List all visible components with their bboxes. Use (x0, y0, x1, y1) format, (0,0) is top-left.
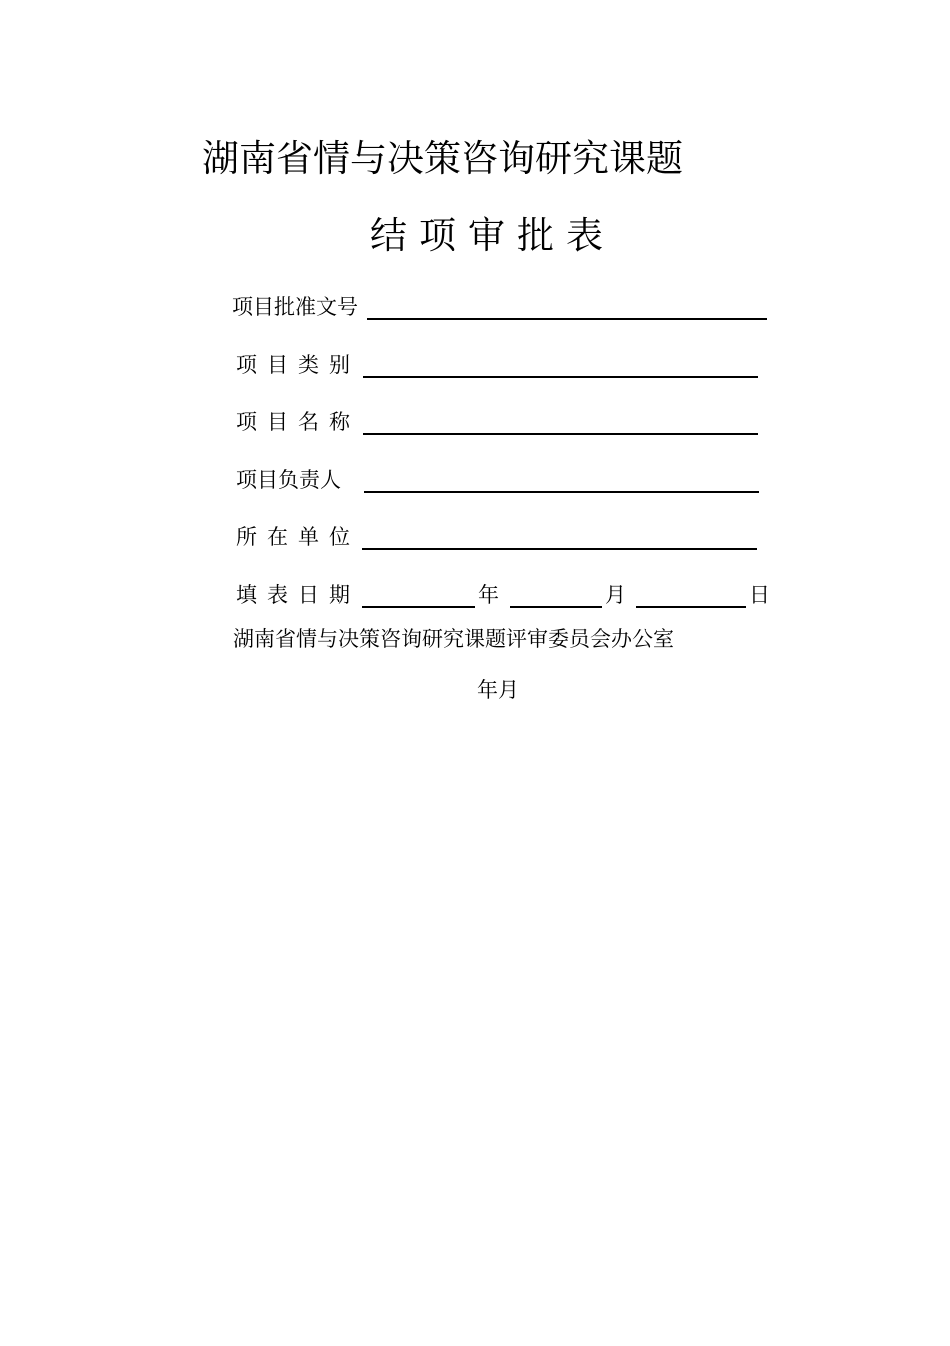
date-month-line[interactable] (510, 606, 602, 608)
field-label-affiliation: 所在单位 (236, 525, 360, 549)
document-title: 湖南省情与决策咨询研究课题 (202, 137, 683, 180)
field-line-affiliation[interactable] (362, 548, 757, 550)
field-label-project-name: 项目名称 (236, 410, 360, 434)
date-day-unit: 日 (749, 583, 770, 607)
field-label-project-category: 项目类别 (236, 353, 360, 377)
field-label-fill-date: 填表日期 (236, 583, 360, 607)
field-label-approval-number: 项目批准文号 (232, 295, 358, 319)
field-line-approval-number[interactable] (367, 318, 767, 320)
date-month-unit: 月 (605, 583, 626, 607)
date-day-line[interactable] (636, 606, 746, 608)
footer-date: 年月 (477, 678, 519, 702)
date-year-unit: 年 (478, 583, 499, 607)
field-line-project-leader[interactable] (364, 491, 759, 493)
issuing-office: 湖南省情与决策咨询研究课题评审委员会办公室 (233, 627, 674, 651)
date-year-line[interactable] (362, 606, 475, 608)
field-label-project-leader: 项目负责人 (236, 468, 341, 492)
field-line-project-category[interactable] (363, 376, 758, 378)
document-subtitle: 结项审批表 (370, 214, 615, 257)
field-line-project-name[interactable] (363, 433, 758, 435)
